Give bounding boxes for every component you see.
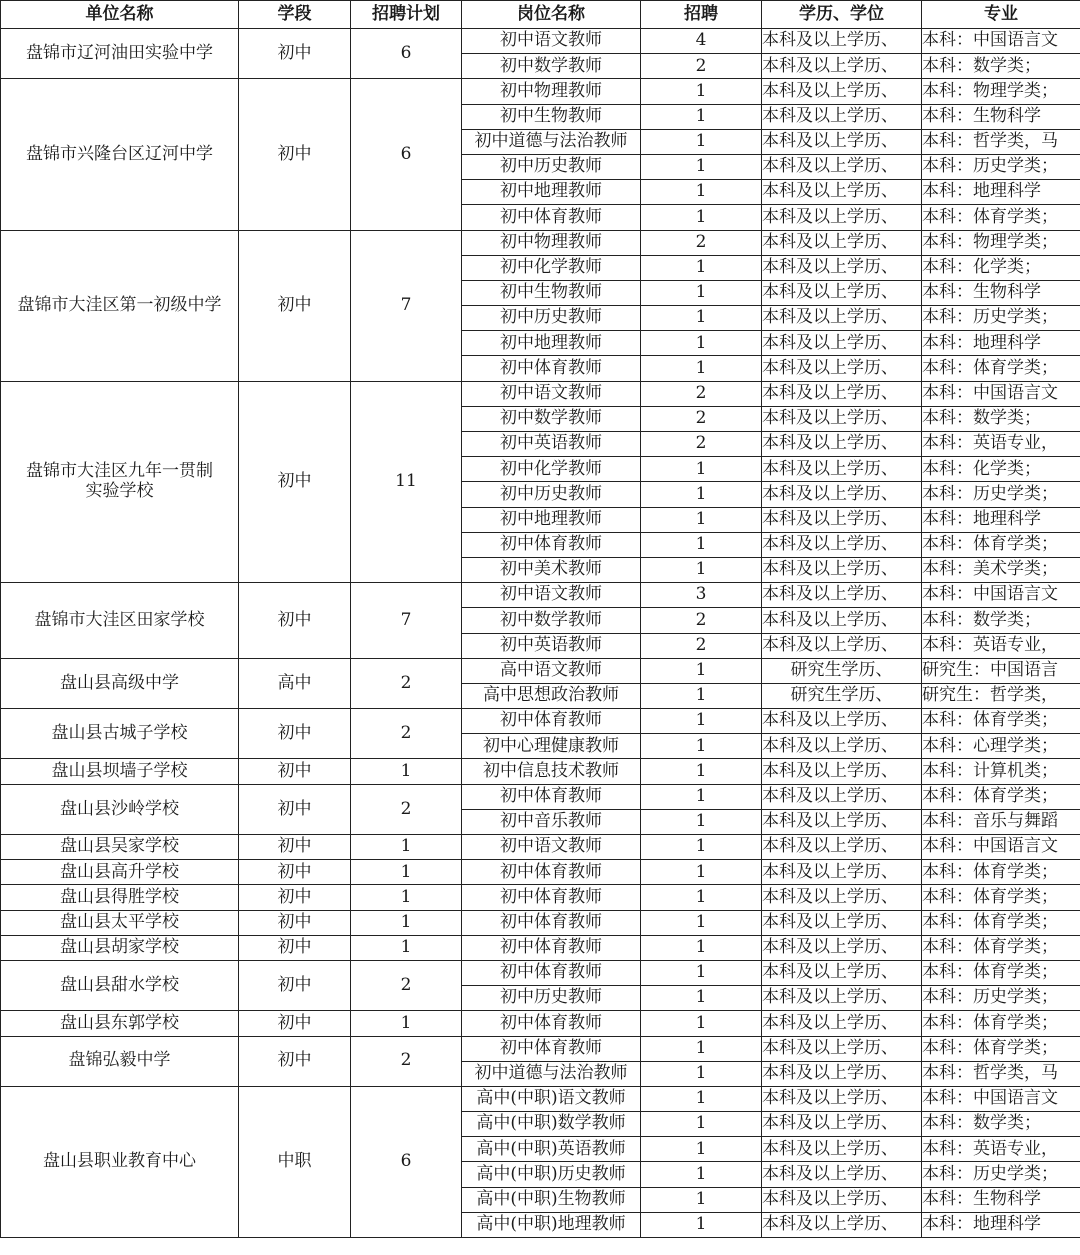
unit-name-cell: 盘锦市兴隆台区辽河中学 (1, 79, 239, 230)
position-count-cell: 2 (641, 432, 762, 457)
education-cell: 本科及以上学历、 (762, 709, 922, 734)
position-title-cell: 初中历史教师 (462, 986, 641, 1011)
unit-name-cell: 盘山县职业教育中心 (1, 1086, 239, 1237)
major-cell: 本科：中国语言文 (922, 583, 1080, 608)
major-cell: 本科：中国语言文 (922, 1086, 1080, 1111)
position-count-cell: 1 (641, 482, 762, 507)
stage-cell: 初中 (239, 583, 351, 659)
position-count-cell: 1 (641, 280, 762, 305)
unit-name-cell: 盘山县古城子学校 (1, 709, 239, 759)
position-title-cell: 高中(中职)地理教师 (462, 1212, 641, 1237)
position-count-cell: 1 (641, 658, 762, 683)
position-count-cell: 1 (641, 709, 762, 734)
position-title-cell: 初中语文教师 (462, 381, 641, 406)
education-cell: 本科及以上学历、 (762, 1086, 922, 1111)
position-title-cell: 初中化学教师 (462, 255, 641, 280)
education-cell: 本科及以上学历、 (762, 835, 922, 860)
major-cell: 本科：英语专业， (922, 1137, 1080, 1162)
position-title-cell: 初中体育教师 (462, 885, 641, 910)
major-cell: 本科：哲学类，马 (922, 1061, 1080, 1086)
education-cell: 本科及以上学历、 (762, 1036, 922, 1061)
header-unit-name: 单位名称 (1, 1, 239, 29)
table-row (1, 79, 1080, 104)
position-title-cell: 初中语文教师 (462, 29, 641, 54)
position-count-cell: 2 (641, 230, 762, 255)
stage-cell: 初中 (239, 784, 351, 834)
unit-name-cell (1, 381, 239, 583)
education-cell: 本科及以上学历、 (762, 1061, 922, 1086)
position-title-cell: 初中道德与法治教师 (462, 1061, 641, 1086)
education-cell: 本科及以上学历、 (762, 633, 922, 658)
education-cell: 本科及以上学历、 (762, 381, 922, 406)
major-cell: 本科：体育学类； (922, 860, 1080, 885)
plan-cell: 1 (351, 910, 462, 935)
position-count-cell: 1 (641, 79, 762, 104)
education-cell: 本科及以上学历、 (762, 432, 922, 457)
position-count-cell: 1 (641, 306, 762, 331)
table-row (1, 910, 1080, 935)
position-title-cell: 初中化学教师 (462, 457, 641, 482)
position-count-cell: 2 (641, 633, 762, 658)
plan-cell: 2 (351, 784, 462, 834)
major-cell: 本科：数学类； (922, 1112, 1080, 1137)
education-cell: 本科及以上学历、 (762, 583, 922, 608)
header-count: 招聘 (641, 1, 762, 29)
major-cell: 本科：体育学类； (922, 935, 1080, 960)
education-cell: 本科及以上学历、 (762, 306, 922, 331)
table-row (1, 1036, 1080, 1061)
position-count-cell: 1 (641, 507, 762, 532)
education-cell: 本科及以上学历、 (762, 809, 922, 834)
plan-cell: 6 (351, 79, 462, 230)
major-cell: 本科：体育学类； (922, 205, 1080, 230)
position-count-cell: 1 (641, 129, 762, 154)
major-cell: 本科：地理科学 (922, 1212, 1080, 1237)
major-cell: 本科：体育学类； (922, 960, 1080, 985)
unit-name-cell: 盘山县太平学校 (1, 910, 239, 935)
plan-cell: 6 (351, 29, 462, 79)
header-stage: 学段 (239, 1, 351, 29)
position-title-cell: 初中数学教师 (462, 54, 641, 79)
plan-cell: 2 (351, 1036, 462, 1086)
major-cell: 本科：化学类； (922, 457, 1080, 482)
unit-name-cell: 盘锦市大洼区第一初级中学 (1, 230, 239, 381)
position-title-cell: 高中(中职)数学教师 (462, 1112, 641, 1137)
unit-name-cell: 盘山县东郭学校 (1, 1011, 239, 1036)
major-cell: 本科：地理科学 (922, 180, 1080, 205)
education-cell: 本科及以上学历、 (762, 1212, 922, 1237)
position-title-cell: 高中(中职)英语教师 (462, 1137, 641, 1162)
position-count-cell: 1 (641, 180, 762, 205)
major-cell: 本科：物理学类； (922, 230, 1080, 255)
education-cell: 本科及以上学历、 (762, 1011, 922, 1036)
stage-cell: 初中 (239, 935, 351, 960)
position-count-cell: 1 (641, 1212, 762, 1237)
stage-cell: 初中 (239, 835, 351, 860)
position-title-cell: 高中思想政治教师 (462, 683, 641, 708)
education-cell: 本科及以上学历、 (762, 1187, 922, 1212)
major-cell: 本科：中国语言文 (922, 835, 1080, 860)
education-cell: 本科及以上学历、 (762, 230, 922, 255)
stage-cell: 初中 (239, 885, 351, 910)
education-cell: 本科及以上学历、 (762, 784, 922, 809)
position-title-cell: 初中历史教师 (462, 306, 641, 331)
stage-cell: 初中 (239, 910, 351, 935)
major-cell: 本科：历史学类； (922, 986, 1080, 1011)
position-count-cell: 1 (641, 759, 762, 784)
plan-cell: 7 (351, 583, 462, 659)
header-plan: 招聘计划 (351, 1, 462, 29)
plan-cell: 7 (351, 230, 462, 381)
stage-cell: 初中 (239, 1011, 351, 1036)
table-row (1, 658, 1080, 683)
position-title-cell: 高中(中职)生物教师 (462, 1187, 641, 1212)
education-cell: 本科及以上学历、 (762, 356, 922, 381)
education-cell: 本科及以上学历、 (762, 532, 922, 557)
table-row (1, 759, 1080, 784)
position-title-cell: 初中体育教师 (462, 1036, 641, 1061)
table-row (1, 583, 1080, 608)
education-cell: 本科及以上学历、 (762, 205, 922, 230)
table-row (1, 1011, 1080, 1036)
position-count-cell: 1 (641, 910, 762, 935)
major-cell: 本科：数学类； (922, 54, 1080, 79)
position-count-cell: 1 (641, 532, 762, 557)
position-title-cell: 初中历史教师 (462, 482, 641, 507)
unit-name-cell: 盘山县坝墙子学校 (1, 759, 239, 784)
position-title-cell: 初中心理健康教师 (462, 734, 641, 759)
position-title-cell: 初中体育教师 (462, 1011, 641, 1036)
position-title-cell: 初中生物教师 (462, 280, 641, 305)
position-count-cell: 1 (641, 935, 762, 960)
education-cell: 本科及以上学历、 (762, 910, 922, 935)
position-title-cell: 初中体育教师 (462, 784, 641, 809)
position-count-cell: 1 (641, 1137, 762, 1162)
table-row (1, 860, 1080, 885)
position-title-cell: 初中地理教师 (462, 507, 641, 532)
position-count-cell: 1 (641, 1187, 762, 1212)
stage-cell: 初中 (239, 29, 351, 79)
plan-cell: 1 (351, 1011, 462, 1036)
education-cell: 本科及以上学历、 (762, 280, 922, 305)
plan-cell: 1 (351, 835, 462, 860)
major-cell: 本科：音乐与舞蹈 (922, 809, 1080, 834)
unit-name-cell: 盘山县高级中学 (1, 658, 239, 708)
education-cell: 本科及以上学历、 (762, 54, 922, 79)
major-cell: 本科：生物科学 (922, 280, 1080, 305)
education-cell: 本科及以上学历、 (762, 104, 922, 129)
position-count-cell: 4 (641, 29, 762, 54)
position-title-cell: 高中(中职)语文教师 (462, 1086, 641, 1111)
major-cell: 本科：生物科学 (922, 1187, 1080, 1212)
position-count-cell: 1 (641, 356, 762, 381)
education-cell: 本科及以上学历、 (762, 935, 922, 960)
education-cell: 本科及以上学历、 (762, 986, 922, 1011)
plan-cell: 2 (351, 709, 462, 759)
education-cell: 本科及以上学历、 (762, 331, 922, 356)
position-title-cell: 高中语文教师 (462, 658, 641, 683)
position-count-cell: 1 (641, 104, 762, 129)
stage-cell: 中职 (239, 1086, 351, 1237)
position-count-cell: 1 (641, 809, 762, 834)
major-cell: 本科：体育学类； (922, 356, 1080, 381)
position-count-cell: 1 (641, 154, 762, 179)
stage-cell: 初中 (239, 79, 351, 230)
position-title-cell: 初中地理教师 (462, 180, 641, 205)
position-title-cell: 初中美术教师 (462, 557, 641, 582)
education-cell: 本科及以上学历、 (762, 129, 922, 154)
position-count-cell: 2 (641, 381, 762, 406)
position-count-cell: 1 (641, 1086, 762, 1111)
position-count-cell: 1 (641, 986, 762, 1011)
plan-cell: 11 (351, 381, 462, 583)
position-title-cell: 初中体育教师 (462, 860, 641, 885)
position-count-cell: 2 (641, 406, 762, 431)
education-cell: 本科及以上学历、 (762, 79, 922, 104)
education-cell: 本科及以上学历、 (762, 29, 922, 54)
major-cell: 研究生：中国语言 (922, 658, 1080, 683)
major-cell: 本科：英语专业， (922, 432, 1080, 457)
position-count-cell: 1 (641, 784, 762, 809)
major-cell: 研究生：哲学类， (922, 683, 1080, 708)
unit-name-line: 实验学校 (85, 480, 154, 501)
position-count-cell: 1 (641, 885, 762, 910)
position-title-cell: 初中体育教师 (462, 935, 641, 960)
position-title-cell: 初中语文教师 (462, 835, 641, 860)
table-row (1, 709, 1080, 734)
major-cell: 本科：体育学类； (922, 784, 1080, 809)
education-cell: 本科及以上学历、 (762, 1112, 922, 1137)
position-title-cell: 初中物理教师 (462, 79, 641, 104)
position-count-cell: 2 (641, 608, 762, 633)
position-title-cell: 初中道德与法治教师 (462, 129, 641, 154)
position-title-cell: 初中地理教师 (462, 331, 641, 356)
table-body (1, 29, 1080, 1238)
table-row (1, 935, 1080, 960)
education-cell: 本科及以上学历、 (762, 557, 922, 582)
plan-cell: 2 (351, 658, 462, 708)
position-title-cell: 高中(中职)历史教师 (462, 1162, 641, 1187)
education-cell: 本科及以上学历、 (762, 960, 922, 985)
major-cell: 本科：计算机类； (922, 759, 1080, 784)
position-title-cell: 初中体育教师 (462, 960, 641, 985)
position-count-cell: 1 (641, 255, 762, 280)
major-cell: 本科：地理科学 (922, 331, 1080, 356)
position-title-cell: 初中音乐教师 (462, 809, 641, 834)
position-count-cell: 1 (641, 1162, 762, 1187)
position-count-cell: 2 (641, 54, 762, 79)
table-row (1, 230, 1080, 255)
major-cell: 本科：体育学类； (922, 885, 1080, 910)
position-title-cell: 初中数学教师 (462, 608, 641, 633)
education-cell: 本科及以上学历、 (762, 1162, 922, 1187)
stage-cell: 初中 (239, 381, 351, 583)
major-cell: 本科：历史学类； (922, 306, 1080, 331)
position-count-cell: 1 (641, 1011, 762, 1036)
position-count-cell: 1 (641, 1036, 762, 1061)
table-row (1, 29, 1080, 54)
education-cell: 本科及以上学历、 (762, 482, 922, 507)
plan-cell: 1 (351, 885, 462, 910)
unit-name-cell: 盘锦弘毅中学 (1, 1036, 239, 1086)
major-cell: 本科：生物科学 (922, 104, 1080, 129)
position-count-cell: 1 (641, 1112, 762, 1137)
plan-cell: 2 (351, 960, 462, 1010)
stage-cell: 初中 (239, 960, 351, 1010)
header-major: 专业 (922, 1, 1080, 29)
table-row (1, 835, 1080, 860)
stage-cell: 初中 (239, 860, 351, 885)
education-cell: 研究生学历、 (762, 683, 922, 708)
position-count-cell: 1 (641, 557, 762, 582)
position-count-cell: 3 (641, 583, 762, 608)
plan-cell: 1 (351, 759, 462, 784)
major-cell: 本科：体育学类； (922, 1011, 1080, 1036)
education-cell: 本科及以上学历、 (762, 507, 922, 532)
position-title-cell: 初中历史教师 (462, 154, 641, 179)
position-title-cell: 初中体育教师 (462, 709, 641, 734)
header-position: 岗位名称 (462, 1, 641, 29)
stage-cell: 初中 (239, 709, 351, 759)
stage-cell: 高中 (239, 658, 351, 708)
table-row (1, 381, 1080, 406)
education-cell: 本科及以上学历、 (762, 734, 922, 759)
major-cell: 本科：历史学类； (922, 1162, 1080, 1187)
table-row (1, 784, 1080, 809)
unit-name-cell: 盘山县高升学校 (1, 860, 239, 885)
education-cell: 本科及以上学历、 (762, 608, 922, 633)
table-row (1, 960, 1080, 985)
major-cell: 本科：体育学类； (922, 910, 1080, 935)
major-cell: 本科：体育学类； (922, 1036, 1080, 1061)
education-cell: 本科及以上学历、 (762, 457, 922, 482)
major-cell: 本科：中国语言文 (922, 29, 1080, 54)
plan-cell: 1 (351, 860, 462, 885)
education-cell: 研究生学历、 (762, 658, 922, 683)
position-title-cell: 初中生物教师 (462, 104, 641, 129)
major-cell: 本科：化学类； (922, 255, 1080, 280)
unit-name-cell: 盘锦市辽河油田实验中学 (1, 29, 239, 79)
education-cell: 本科及以上学历、 (762, 406, 922, 431)
education-cell: 本科及以上学历、 (762, 154, 922, 179)
position-title-cell: 初中体育教师 (462, 532, 641, 557)
major-cell: 本科：体育学类； (922, 709, 1080, 734)
unit-name-cell: 盘锦市大洼区田家学校 (1, 583, 239, 659)
table-row (1, 1086, 1080, 1111)
position-count-cell: 1 (641, 835, 762, 860)
education-cell: 本科及以上学历、 (762, 255, 922, 280)
unit-name-cell: 盘山县胡家学校 (1, 935, 239, 960)
major-cell: 本科：数学类； (922, 406, 1080, 431)
stage-cell: 初中 (239, 759, 351, 784)
plan-cell: 6 (351, 1086, 462, 1237)
position-count-cell: 1 (641, 205, 762, 230)
major-cell: 本科：历史学类； (922, 154, 1080, 179)
position-count-cell: 1 (641, 960, 762, 985)
table-row (1, 885, 1080, 910)
unit-name-line: 盘锦市大洼区九年一贯制 (26, 461, 213, 482)
major-cell: 本科：英语专业， (922, 633, 1080, 658)
major-cell: 本科：体育学类； (922, 532, 1080, 557)
education-cell: 本科及以上学历、 (762, 860, 922, 885)
major-cell: 本科：中国语言文 (922, 381, 1080, 406)
major-cell: 本科：地理科学 (922, 507, 1080, 532)
position-title-cell: 初中语文教师 (462, 583, 641, 608)
position-count-cell: 1 (641, 1061, 762, 1086)
position-count-cell: 1 (641, 457, 762, 482)
position-title-cell: 初中体育教师 (462, 205, 641, 230)
position-count-cell: 1 (641, 734, 762, 759)
unit-name-cell: 盘山县吴家学校 (1, 835, 239, 860)
position-count-cell: 1 (641, 683, 762, 708)
position-title-cell: 初中信息技术教师 (462, 759, 641, 784)
major-cell: 本科：数学类； (922, 608, 1080, 633)
education-cell: 本科及以上学历、 (762, 885, 922, 910)
major-cell: 本科：历史学类； (922, 482, 1080, 507)
position-title-cell: 初中英语教师 (462, 633, 641, 658)
education-cell: 本科及以上学历、 (762, 180, 922, 205)
position-title-cell: 初中体育教师 (462, 910, 641, 935)
position-title-cell: 初中英语教师 (462, 432, 641, 457)
unit-name-cell: 盘山县沙岭学校 (1, 784, 239, 834)
position-count-cell: 1 (641, 331, 762, 356)
unit-name-cell: 盘山县甜水学校 (1, 960, 239, 1010)
major-cell: 本科：心理学类； (922, 734, 1080, 759)
table-header (1, 1, 1080, 29)
position-title-cell: 初中物理教师 (462, 230, 641, 255)
plan-cell: 1 (351, 935, 462, 960)
unit-name-cell: 盘山县得胜学校 (1, 885, 239, 910)
major-cell: 本科：哲学类，马 (922, 129, 1080, 154)
major-cell: 本科：物理学类； (922, 79, 1080, 104)
position-title-cell: 初中体育教师 (462, 356, 641, 381)
stage-cell: 初中 (239, 230, 351, 381)
education-cell: 本科及以上学历、 (762, 1137, 922, 1162)
header-row (1, 1, 1080, 29)
stage-cell: 初中 (239, 1036, 351, 1086)
position-count-cell: 1 (641, 860, 762, 885)
education-cell: 本科及以上学历、 (762, 759, 922, 784)
header-education: 学历、学位 (762, 1, 922, 29)
major-cell: 本科：美术学类； (922, 557, 1080, 582)
position-title-cell: 初中数学教师 (462, 406, 641, 431)
